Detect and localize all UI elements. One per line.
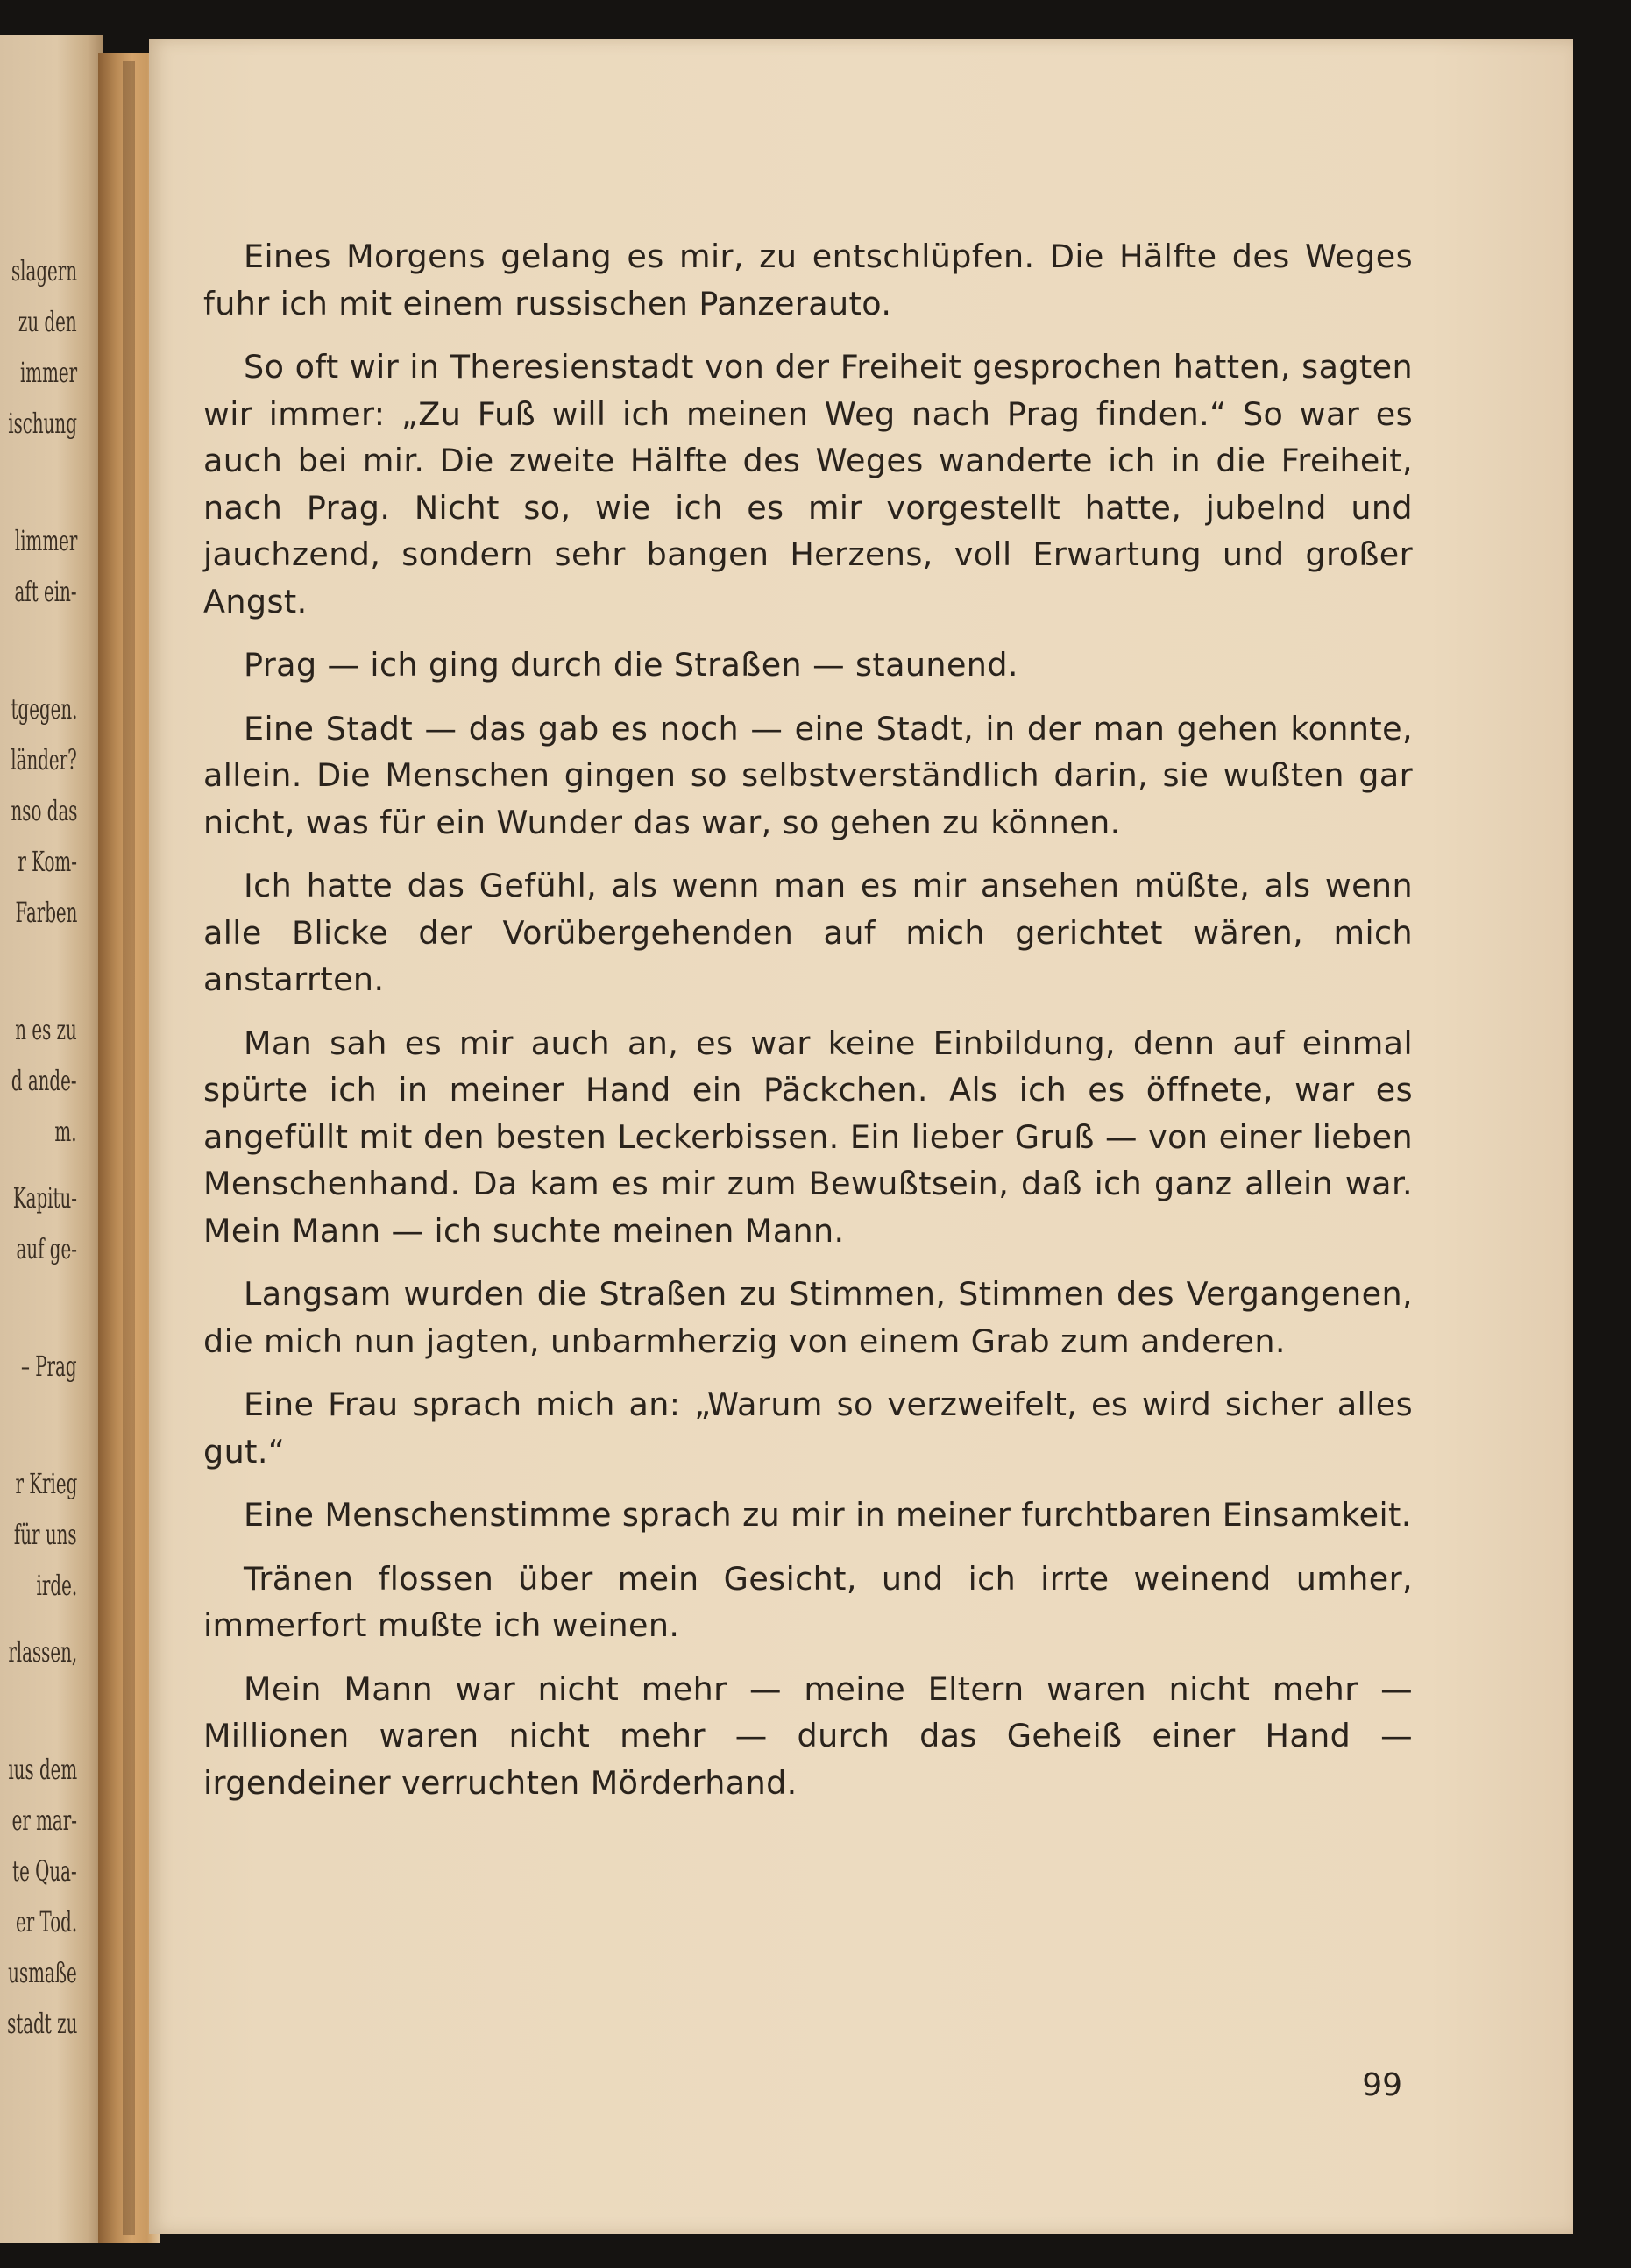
previous-page-line: – Prag [21, 1350, 77, 1383]
paragraph: Mein Mann war nicht mehr — meine Eltern waren nicht mehr — Millionen waren nicht mehr — durch das Geheiß einer Hand — irgendeiner verruchten Mörderhand. [203, 1669, 1413, 1802]
paragraph: Eines Morgens gelang es mir, zu entschlüpfen. Die Hälfte des Weges fuhr ich mit einem russischen Panzerauto. [203, 237, 1413, 322]
previous-page-line: auf ge- [16, 1232, 77, 1265]
previous-page-line: limmer [14, 524, 77, 557]
previous-page-line: r Kom- [18, 845, 77, 878]
previous-page-line: usmaße [8, 1956, 77, 1989]
previous-page-line: n es zu [15, 1013, 77, 1046]
previous-page-line: stadt zu [6, 2007, 77, 2040]
previous-page-line: rlassen, [8, 1635, 77, 1669]
previous-page-edge [0, 35, 103, 2243]
previous-page-line: zu den [18, 305, 77, 338]
previous-page-line: Kapitu- [12, 1181, 77, 1215]
gutter-shadow [123, 61, 135, 2235]
previous-page-line: länder? [11, 743, 77, 776]
paragraph: Man sah es mir auch an, es war keine Einbildung, denn auf einmal spürte ich in meiner Hand ein Päckchen. Als ich es öffnete, war es angefüllt mit den besten Leckerbissen. Ein lieber Gruß — von einer lieben Menschenhand. Da kam es mir zum Bewußtsein, daß ich ganz allein war. Mein Mann — ich suchte meinen Mann. [203, 1024, 1413, 1250]
paragraph: Ich hatte das Gefühl, als wenn man es mir ansehen müßte, als wenn alle Blicke der Vorübergehenden auf mich gerichtet wären, mich anstarrten. [203, 867, 1413, 998]
previous-page-line: irde. [36, 1569, 77, 1602]
previous-page-line: r Krieg [15, 1467, 77, 1500]
paragraph: Prag — ich ging durch die Straßen — staunend. [244, 646, 1018, 684]
previous-page-line: m. [54, 1115, 77, 1148]
previous-page-line: Farben [15, 896, 77, 929]
paragraph: So oft wir in Theresienstadt von der Freiheit gesprochen hatten, sagten wir immer: „Zu Fuß will ich meinen Weg nach Prag finden.“ So war es auch bei mir. Die zweite Hälfte des Weges wanderte ich in die Freiheit, nach Prag. Nicht so, wie ich es mir vorgestellt hatte, jubelnd und jauchzend, sondern sehr bangen Herzens, voll Erwartung und großer Angst. [203, 348, 1413, 620]
previous-page-line: ischung [8, 407, 77, 440]
previous-page-line: slagern [11, 254, 77, 287]
paragraph: Eine Menschenstimme sprach zu mir in meiner furchtbaren Einsamkeit. [244, 1496, 1412, 1534]
previous-page-line: nso das [11, 794, 77, 827]
page-body-text [203, 233, 1413, 1823]
paragraph: Langsam wurden die Straßen zu Stimmen, Stimmen des Vergangenen, die mich nun jagten, unbarmherzig von einem Grab zum anderen. [203, 1275, 1413, 1360]
previous-page-line: für uns [14, 1518, 77, 1551]
previous-page-line: te Qua- [12, 1854, 77, 1888]
previous-page-line: immer [19, 356, 77, 389]
previous-page-line: ıus dem [8, 1753, 77, 1786]
previous-page-line: aft ein- [14, 575, 77, 608]
previous-page-line: tgegen. [11, 692, 77, 726]
paragraph: Eine Stadt — das gab es noch — eine Stadt, in der man gehen konnte, allein. Die Menschen gingen so selbstverständlich darin, sie wußten gar nicht, was für ein Wunder das war, so gehen zu können. [203, 709, 1413, 841]
book-page [149, 39, 1573, 2234]
paragraph: Tränen flossen über mein Gesicht, und ich irrte weinend umher, immerfort mußte ich weinen. [203, 1559, 1413, 1644]
page-number: 99 [1362, 2067, 1402, 2103]
previous-page-line: er mar- [11, 1804, 77, 1837]
previous-page-line: d ande- [11, 1064, 77, 1097]
previous-page-line: er Tod. [15, 1905, 77, 1938]
paragraph: Eine Frau sprach mich an: „Warum so verzweifelt, es wird sicher alles gut.“ [203, 1386, 1413, 1471]
